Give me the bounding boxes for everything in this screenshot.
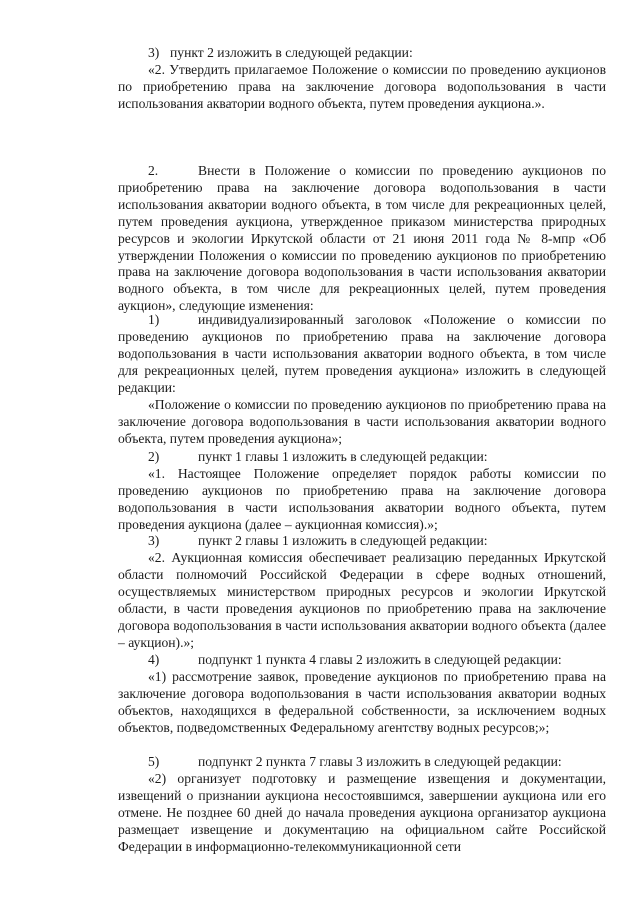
paragraph-quote-1: «1. Настоящее Положение определяет порядок работы комиссии по проведению аукционов по приобретению права на заключение договора водопользования в части использования акватории водного объекта, путем проведения аукциона (далее – аукционная комиссия).»; — [118, 466, 606, 532]
paragraph-text: Внести в Положение о комиссии по проведению аукционов по приобретению права на заключение договора водопользования в части использования акватории водного объекта, в том числе для рекреационных целей, путем проведения аукциона, утвержденное приказом министерства природных ресурсов и экологии Иркутской области от 21 июня 2011 года № 8-мпр «Об утверждении Положения о комиссии по проведению аукционов по приобретению права на заключение договора водопользования в части использования акватории водного объекта, в том числе для рекреационных целей, путем проведения аукцион», следующие изменения: — [118, 163, 606, 314]
paragraph-text: пункт 2 изложить в следующей редакции: — [170, 45, 413, 60]
paragraph-text: индивидуализированный заголовок «Положение о комиссии по проведению аукционов по приобретению права на заключение договора водопользования в части использования акватории водного объекта, в том числе для рекреационных целей, путем проведения аукциона» изложить в следующей редакции: — [118, 312, 606, 395]
paragraph-item-1 — [118, 312, 606, 397]
paragraph-text: пункт 1 главы 1 изложить в следующей редакции: — [198, 449, 488, 464]
paragraph-text: подпункт 1 пункта 4 главы 2 изложить в следующей редакции: — [198, 652, 562, 667]
item-number: 2. — [148, 163, 159, 178]
item-number: 4) — [148, 652, 160, 667]
paragraph-quote-1b: «1) рассмотрение заявок, проведение аукционов по приобретению права на заключение договора водопользования в части использования акватории водных объектов, находящихся в федеральной собственности, за исключением водных объектов, подведомственных Федеральному агентству водных ресурсов;»; — [118, 669, 606, 735]
item-number: 5) — [148, 754, 160, 769]
item-number: 3) — [148, 533, 160, 548]
paragraph-quote-2: «2. Утвердить прилагаемое Положение о комиссии по проведению аукционов по приобретению права на заключение договора водопользования в части использования акватории водного объекта, путем проведения аукциона.». — [118, 62, 606, 111]
item-number: 3) — [148, 45, 160, 60]
paragraph-quote-2b: «2. Аукционная комиссия обеспечивает реализацию переданных Иркутской области полномочий Российской Федерации в сфере водных отношений, осуществляемых министерством природных ресурсов и экологии Иркутской области, в части проведения аукционов по приобретению права на заключение договора водопользования в части использования акватории водного объекта (далее – аукцион).»; — [118, 550, 606, 650]
paragraph-text: пункт 2 главы 1 изложить в следующей редакции: — [198, 533, 488, 548]
paragraph-text: подпункт 2 пункта 7 главы 3 изложить в следующей редакции: — [198, 754, 562, 769]
paragraph-quote-2c: «2) организует подготовку и размещение извещения и документации, извещений о признании аукциона несостоявшимся, завершении аукциона или его отмене. Не позднее 60 дней до начала проведения аукциона организатор аукциона размещает извещение и документацию на официальном сайте Российской Федерации в информационно-телекоммуникационной сети — [118, 771, 606, 854]
item-number: 1) — [148, 312, 160, 327]
paragraph-item-2 — [118, 163, 606, 315]
item-number: 2) — [148, 449, 160, 464]
paragraph-quote-title: «Положение о комиссии по проведению аукционов по приобретению права на заключение договора водопользования в части использования акватории водного объекта, путем проведения аукциона»; — [118, 397, 606, 446]
